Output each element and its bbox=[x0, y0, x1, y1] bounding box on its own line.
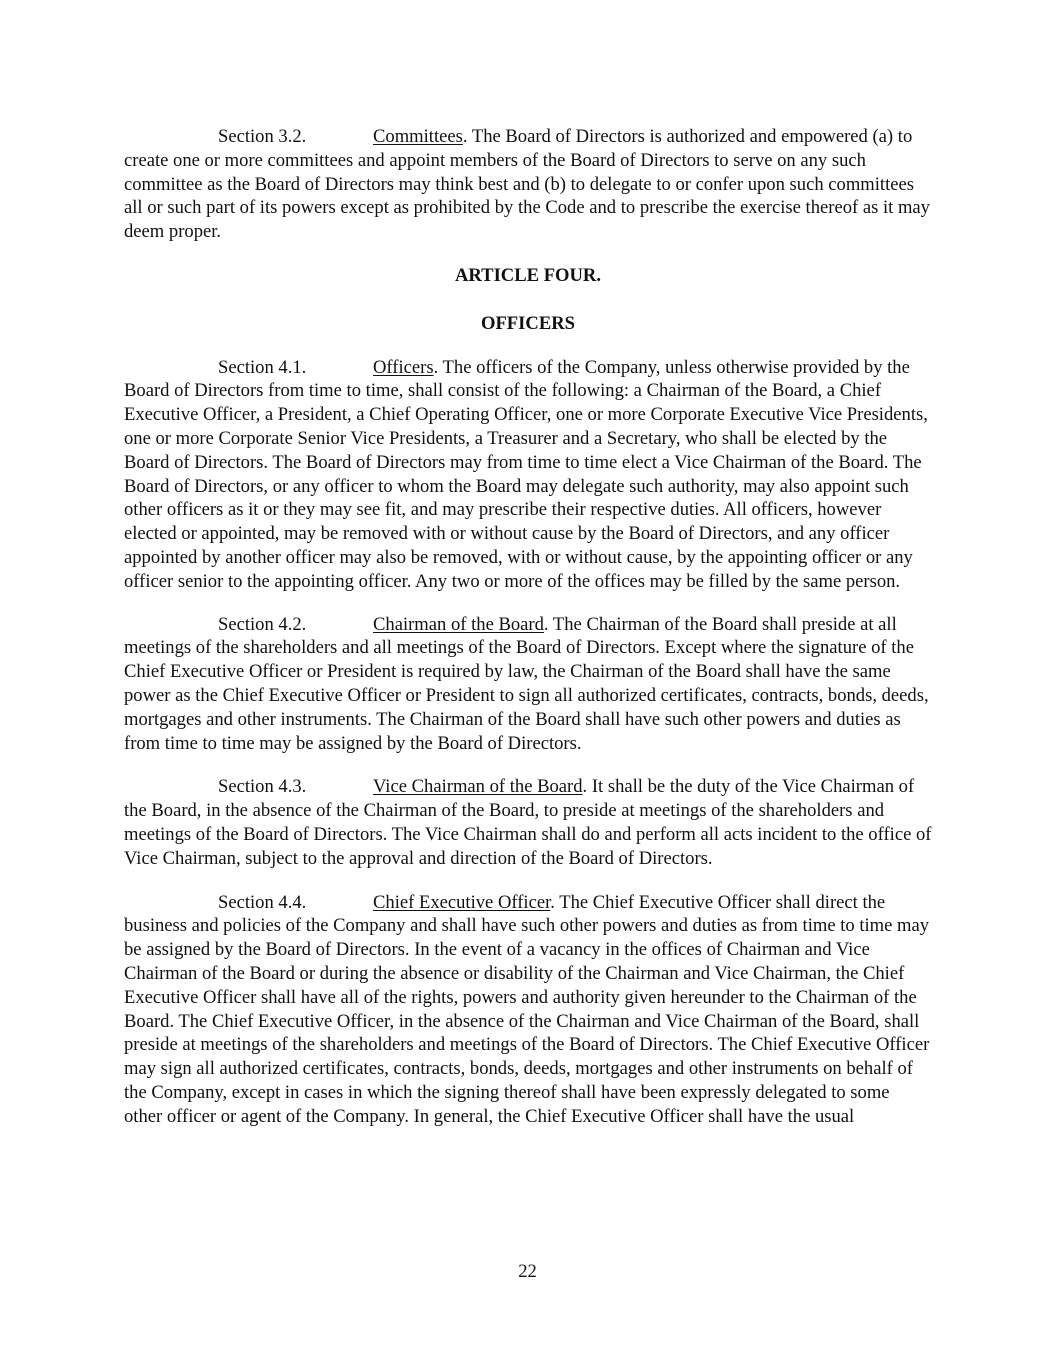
article-heading: ARTICLE FOUR. bbox=[454, 264, 602, 286]
section-title: Committees bbox=[373, 126, 463, 147]
document-page bbox=[124, 125, 932, 1128]
section-text: . The Chief Executive Officer shall direct the business and policies of the Company and shall have such other powers and duties as from time to time may be assigned by the Board of Directors. In the event of a vacancy in the offices of Chairman and Vice Chairman of the Board or during the absence or disability of the Chairman and Vice Chairman, the Chief Executive Officer shall have all of the rights, powers and authority given hereunder to the Chairman of the Board. The Chief Executive Officer, in the absence of the Chairman and Vice Chairman of the Board, shall preside at meetings of the shareholders and meetings of the Board of Directors. The Chief Executive Officer may sign all authorized certificates, contracts, bonds, deeds, mortgages and other instruments on behalf of the Company, except in cases in which the signing thereof shall have been expressly delegated to some other officer or agent of the Company. In general, the Chief Executive Officer shall have the usual bbox=[124, 891, 930, 1127]
section-number: Section 4.1. bbox=[218, 356, 307, 378]
section-title: Officers bbox=[373, 356, 434, 378]
section-title: Vice Chairman of the Board bbox=[373, 776, 583, 798]
section-text: . The officers of the Company, unless otherwise provided by the Board of Directors from time to time, shall consist of the following: a Chairman of the Board, a Chief Executive Officer, a President, a Chief Operating Officer, one or more Corporate Executive Vice Presidents, one or more Corporate Senior Vice Presidents, a Treasurer and a Secretary, who shall be elected by the Board of Directors. The Board of Directors may from time to time elect a Vice Chairman of the Board. The Board of Directors, or any officer to whom the Board may delegate such authority, may also appoint such other officers as it or they may see fit, and may prescribe their respective duties. All officers, however elected or appointed, may be removed with or without cause by the Board of Directors, and any officer appointed by another officer may also be removed, with or without cause, by the appointing officer or any officer senior to the appointing officer. Any two or more of the offices may be filled by the same person. bbox=[124, 356, 928, 592]
section-text: . It shall be the duty of the Vice Chairman of the Board, in the absence of the Chairman of the Board, to preside at meetings of the shareholders and meetings of the Board of Directors. The Vice Chairman shall do and perform all acts incident to the office of Vice Chairman, subject to the approval and direction of the Board of Directors. bbox=[124, 776, 932, 869]
section-text: . The Board of Directors is authorized and empowered (a) to create one or more committees and appoint members of the Board of Directors to serve on any such committee as the Board of Directors may think best and (b) to delegate to or confer upon such committees all or such part of its powers except as prohibited by the Code and to prescribe the exercise thereof as it may deem proper. bbox=[124, 126, 930, 243]
section-number: Section 4.4. bbox=[218, 891, 307, 913]
page-number: 22 bbox=[518, 1261, 537, 1282]
section-text: . The Chairman of the Board shall preside at all meetings of the shareholders and all meetings of the Board of Directors. Except where the signature of the Chief Executive Officer or President is required by law, the Chairman of the Board shall have the same power as the Chief Executive Officer or President to sign all authorized certificates, contracts, bonds, deeds, mortgages and other instruments. The Chairman of the Board shall have such other powers and duties as from time to time may be assigned by the Board of Directors. bbox=[124, 613, 929, 754]
section-3-2 bbox=[124, 125, 932, 244]
section-4-1 bbox=[124, 356, 932, 594]
article-subheading: OFFICERS bbox=[480, 312, 575, 334]
section-title: Chief Executive Officer bbox=[373, 891, 551, 913]
section-4-3 bbox=[124, 775, 932, 870]
section-title: Chairman of the Board bbox=[373, 613, 544, 635]
section-number: Section 4.3. bbox=[218, 776, 307, 798]
section-number: Section 3.2. bbox=[218, 126, 307, 147]
section-4-2 bbox=[124, 613, 932, 756]
section-number: Section 4.2. bbox=[218, 613, 307, 635]
section-4-4 bbox=[124, 891, 932, 1129]
